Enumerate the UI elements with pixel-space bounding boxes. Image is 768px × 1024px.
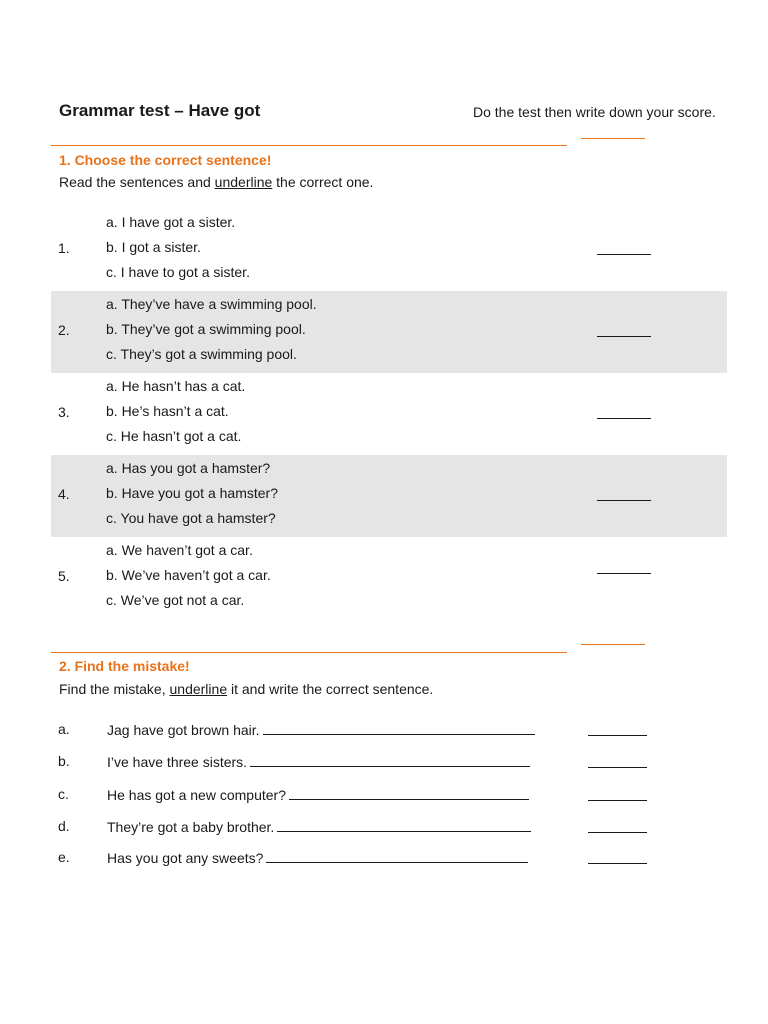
question-row bbox=[51, 373, 727, 455]
question-number: 4. bbox=[58, 486, 70, 502]
score-blank[interactable] bbox=[597, 573, 651, 574]
item-label: d. bbox=[58, 818, 70, 834]
score-blank[interactable] bbox=[588, 767, 647, 768]
section2-instructions: Find the mistake, underline it and write the correct sentence. bbox=[59, 681, 434, 697]
mistake-row bbox=[58, 849, 658, 871]
score-blank[interactable] bbox=[588, 832, 647, 833]
answer-option[interactable]: a. They’ve have a swimming pool. bbox=[106, 296, 317, 312]
mistake-sentence: He has got a new computer? bbox=[107, 786, 529, 803]
mistake-row bbox=[58, 721, 658, 743]
answer-line[interactable] bbox=[289, 786, 529, 800]
mistake-sentence: I’ve have three sisters. bbox=[107, 753, 530, 770]
score-blank[interactable] bbox=[597, 500, 651, 501]
item-label: b. bbox=[58, 753, 70, 769]
answer-option[interactable]: c. I have to got a sister. bbox=[106, 264, 250, 280]
question-number: 3. bbox=[58, 404, 70, 420]
mistake-sentence: Jag have got brown hair. bbox=[107, 721, 535, 738]
answer-line[interactable] bbox=[263, 721, 535, 735]
answer-option[interactable]: c. He hasn’t got a cat. bbox=[106, 428, 242, 444]
answer-option[interactable]: b. I got a sister. bbox=[106, 239, 201, 255]
question-row bbox=[51, 291, 727, 373]
answer-option[interactable]: b. Have you got a hamster? bbox=[106, 485, 278, 501]
score-blank[interactable] bbox=[588, 800, 647, 801]
test-instruction: Do the test then write down your score. bbox=[473, 104, 716, 120]
answer-option[interactable]: c. We’ve got not a car. bbox=[106, 592, 245, 608]
item-label: a. bbox=[58, 721, 70, 737]
section2-title: 2. Find the mistake! bbox=[59, 658, 190, 674]
item-label: c. bbox=[58, 786, 69, 802]
answer-option[interactable]: a. I have got a sister. bbox=[106, 214, 236, 230]
answer-option[interactable]: a. He hasn’t has a cat. bbox=[106, 378, 246, 394]
question-row bbox=[51, 209, 727, 291]
answer-option[interactable]: c. You have got a hamster? bbox=[106, 510, 276, 526]
answer-option[interactable]: a. Has you got a hamster? bbox=[106, 460, 271, 476]
page-title: Grammar test – Have got bbox=[59, 101, 261, 120]
score-blank[interactable] bbox=[588, 863, 647, 864]
question-row bbox=[51, 455, 727, 537]
question-number: 1. bbox=[58, 240, 70, 256]
score-blank[interactable] bbox=[597, 254, 651, 255]
answer-option[interactable]: b. They’ve got a swimming pool. bbox=[106, 321, 306, 337]
section1-instructions: Read the sentences and underline the correct one. bbox=[59, 174, 374, 190]
answer-line[interactable] bbox=[277, 818, 531, 832]
mistake-sentence: They’re got a baby brother. bbox=[107, 818, 531, 835]
item-label: e. bbox=[58, 849, 70, 865]
score-blank[interactable] bbox=[597, 336, 651, 337]
question-number: 5. bbox=[58, 568, 70, 584]
answer-option[interactable]: a. We haven’t got a car. bbox=[106, 542, 253, 558]
answer-option[interactable]: b. He’s hasn’t a cat. bbox=[106, 403, 229, 419]
answer-option[interactable]: c. They’s got a swimming pool. bbox=[106, 346, 297, 362]
question-number: 2. bbox=[58, 322, 70, 338]
mistake-row bbox=[58, 786, 658, 808]
answer-line[interactable] bbox=[266, 849, 528, 863]
mistake-row bbox=[58, 818, 658, 840]
section1-divider bbox=[51, 145, 567, 146]
section2-divider bbox=[51, 652, 567, 653]
mistake-row bbox=[58, 753, 658, 775]
section2-score-line bbox=[581, 644, 645, 645]
answer-option[interactable]: b. We’ve haven’t got a car. bbox=[106, 567, 271, 583]
section1-title: 1. Choose the correct sentence! bbox=[59, 152, 272, 168]
score-blank[interactable] bbox=[588, 735, 647, 736]
answer-line[interactable] bbox=[250, 753, 530, 767]
question-row bbox=[51, 537, 727, 619]
mistake-sentence: Has you got any sweets? bbox=[107, 849, 528, 866]
section1-score-line bbox=[581, 138, 645, 139]
score-blank[interactable] bbox=[597, 418, 651, 419]
